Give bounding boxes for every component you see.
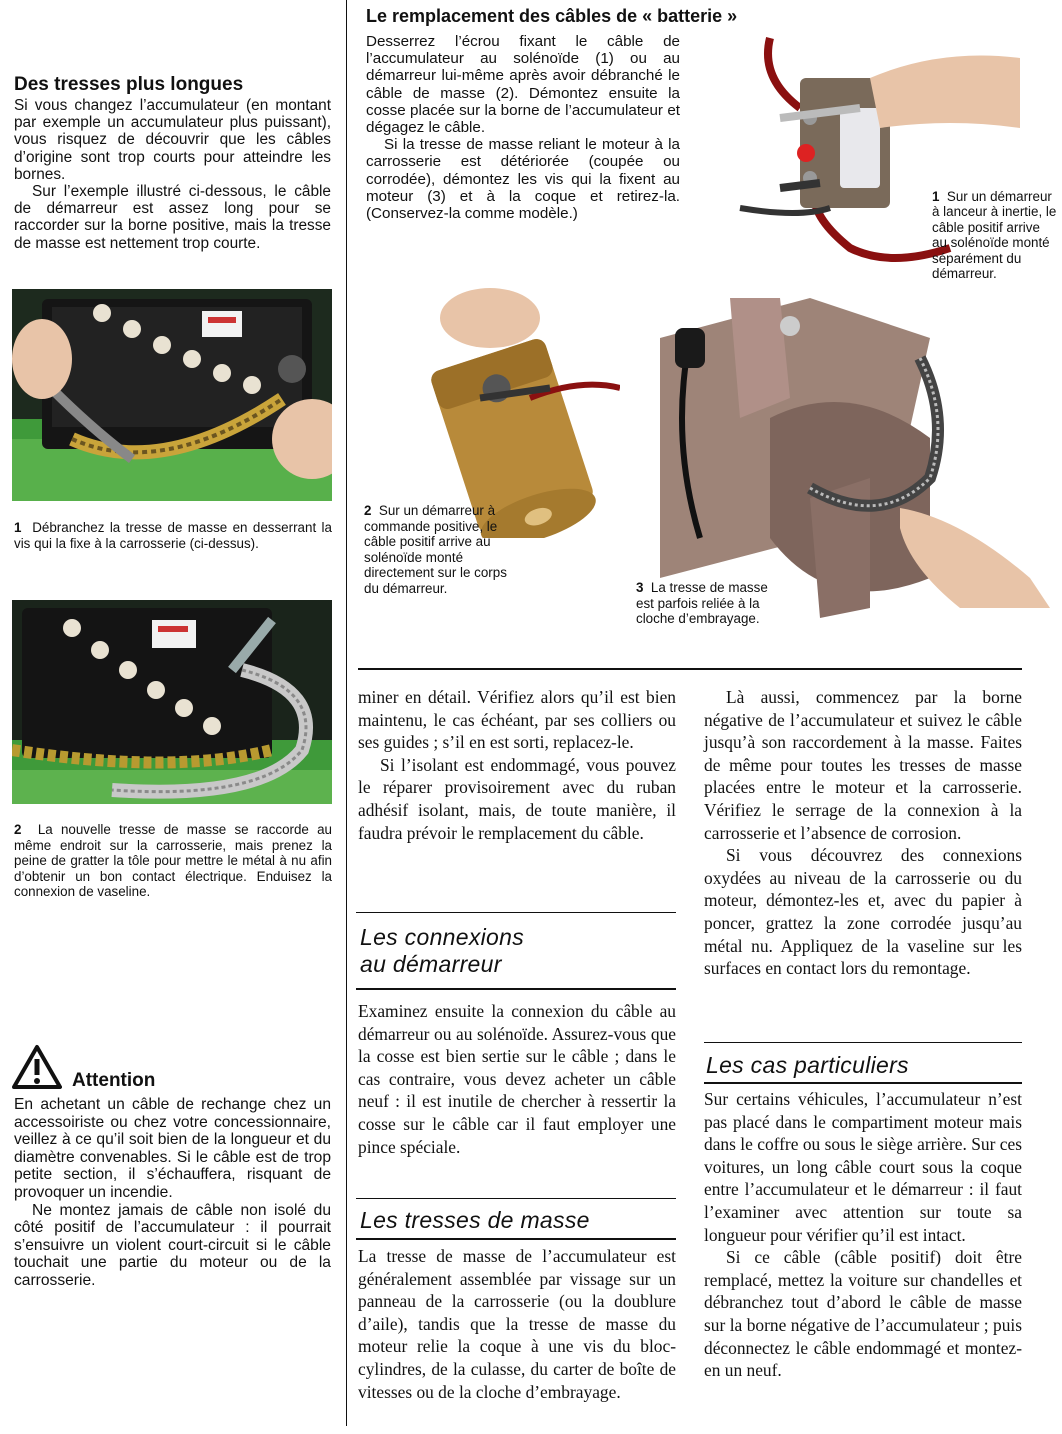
paragraph: Si vous changez l’accumulateur (en montant par exemple un accumulateur plus puissant), vous risquez de découvrir que les câbles d’origine sont trop courts pour atteindre les bornes. — [14, 97, 331, 183]
right-text — [704, 686, 1022, 980]
cable-replacement-text — [366, 33, 680, 222]
paragraph: En achetant un câble de rechange chez un accessoiriste ou chez votre concessionnaire, veillez à ce qu’il soit bien de la longueur et du diamètre convenables. Si le câble est de trop petite section, il s’échauffera, risquant de provoquer un incendie. — [14, 1096, 331, 1201]
caption-text: Sur un démarreur à commande positive, le câble positif arrive au solénoïde monté directement sur le corps du démarreur. — [364, 503, 507, 596]
paragraph: Si la tresse de masse reliant le moteur à la carrosserie est détériorée (coupée ou corrodée), démontez les vis qui la fixent au moteur (3) et à la coque et retirez-la. (Conservez-la comme modèle.) — [366, 136, 680, 223]
caption-text: La tresse de masse est parfois reliée à la cloche d’embrayage. — [636, 580, 768, 627]
caption-text: Débranchez la tresse de masse en desserrant la vis qui la fixe à la carrosserie (ci-dessus). — [14, 520, 332, 551]
caption-number: 1 — [932, 189, 940, 204]
heading-rule — [356, 1238, 676, 1240]
special-cases-text — [704, 1088, 1022, 1382]
heading-rule — [356, 988, 676, 990]
figure-2-caption — [364, 503, 514, 597]
section-heading-longer-braids: Des tresses plus longues — [14, 74, 244, 95]
figure-1-caption — [932, 189, 1057, 281]
caption-number: 2 — [364, 503, 372, 518]
section-heading-special-cases: Les cas particuliers — [706, 1052, 909, 1078]
ground-braids-text — [358, 1245, 676, 1403]
paragraph: miner en détail. Vérifiez alors qu’il est bien maintenu, le cas échéant, par ses colliers ou ses guides ; s’il en est sorti, replacez-le. — [358, 687, 676, 753]
paragraph: Si l’isolant est endommagé, vous pouvez le réparer provisoirement avec du ruban adhésif isolant, mais, de toute manière, il faudra prévoir le remplacement du câble. — [358, 754, 676, 843]
caption-text: Sur un démarreur à lanceur à inertie, le câble positif arrive au solénoïde monté séparément du démarreur. — [932, 189, 1057, 282]
heading-rule — [356, 912, 676, 913]
paragraph: La tresse de masse de l’accumulateur est généralement assemblée par vissage sur un panneau de la carrosserie (ou la doublure d’aile), tandis que la tresse de masse du moteur relie la coque à une vis du bloc-cylindres, de la culasse, du carter de boîte de vitesses ou de la cloche d’embrayage. — [358, 1246, 676, 1402]
heading-rule — [704, 1042, 1022, 1043]
paragraph: Examinez ensuite la connexion du câble au démarreur ou au solénoïde. Assurez-vous que la cosse est bien sertie sur le câble ; dans le cas contraire, vous devez acheter un câble neuf : il est inutile de chercher à ressertir la cosse sur le câble car il faut employer une pince spéciale. — [358, 1001, 676, 1157]
photo-new-ground-braid — [12, 600, 332, 804]
heading-rule — [704, 1082, 1022, 1084]
intro-text — [14, 97, 331, 252]
middle-text — [358, 686, 676, 844]
starter-connections-text — [358, 1000, 676, 1158]
section-divider — [358, 668, 1022, 670]
figure-3-caption — [636, 580, 786, 627]
caption-text: La nouvelle tresse de masse se raccorde au même endroit sur la carrosserie, mais prenez la peine de gratter la tôle pour mettre le métal à nu afin d’obtenir un bon contact électrique. Enduisez la connexion de vaseline. — [14, 822, 332, 900]
caption-number: 2 — [14, 822, 22, 837]
heading-line: au démarreur — [360, 951, 502, 977]
section-heading-cable-replacement: Le remplacement des câbles de « batterie » — [366, 6, 738, 26]
caption-number: 1 — [14, 520, 22, 535]
photo-battery-ground-removal — [12, 289, 332, 501]
caption-number: 3 — [636, 580, 644, 595]
paragraph: Là aussi, commencez par la borne négative de l’accumulateur et suivez le câble jusqu’à son raccordement à la masse. Faites de même pour toutes les tresses de masse placées entre le moteur et la carrosserie. Vérifiez le serrage de la connexion à la carrosserie et l’absence de corrosion. — [704, 687, 1022, 843]
attention-title: Attention — [72, 1070, 156, 1091]
warning-icon — [12, 1044, 62, 1090]
paragraph: Si vous découvrez des connexions oxydées au niveau de la carrosserie ou du moteur, démontez-les et, avec du papier à poncer, grattez la zone corrodée jusqu’au métal nu. Appliquez de la vaseline sur les surfaces en contact lors du remontage. — [704, 845, 1022, 979]
paragraph: Desserrez l’écrou fixant le câble de l’accumulateur au solénoïde (1) ou au démarreur lui-même après avoir débranché le câble de masse (2). Démontez ensuite la cosse placée sur la borne de l’accumulateur et dégagez le câble. — [366, 33, 680, 137]
section-heading-ground-braids: Les tresses de masse — [360, 1207, 590, 1233]
section-heading-starter-connections — [360, 924, 670, 978]
paragraph: Sur l’exemple illustré ci-dessous, le câble de démarreur est assez long pour se raccorder sur la borne positive, mais la tresse de masse est nettement trop courte. — [14, 183, 331, 252]
paragraph: Ne montez jamais de câble non isolé du côté positif de l’accumulateur : il pourrait s’ensuivre un violent court-circuit si le câble touchait une partie du moteur ou de la carrosserie. — [14, 1201, 331, 1289]
attention-text — [14, 1096, 331, 1290]
heading-line: Les connexions — [360, 924, 525, 950]
caption-2 — [14, 822, 332, 900]
illustration-starter-motor — [420, 288, 620, 538]
caption-1 — [14, 520, 332, 551]
paragraph: Si ce câble (câble positif) doit être remplacé, mettez la voiture sur chandelles et débranchez tout d’abord le câble de masse sur la borne négative de l’accumulateur ; puis déconnectez le câble endommagé et montez-en un neuf. — [704, 1247, 1022, 1381]
column-separator — [346, 0, 347, 1426]
paragraph: Sur certains véhicules, l’accumulateur n’est pas placé dans le compartiment moteur mais dans le coffre ou sous le siège arrière. Sur ces voitures, un long câble court sous la coque entre l’accumulateur et le démarreur : il faut l’examiner avec attention sur toute sa longueur pour vérifier qu’il est intact. — [704, 1089, 1022, 1245]
heading-rule — [356, 1198, 676, 1199]
